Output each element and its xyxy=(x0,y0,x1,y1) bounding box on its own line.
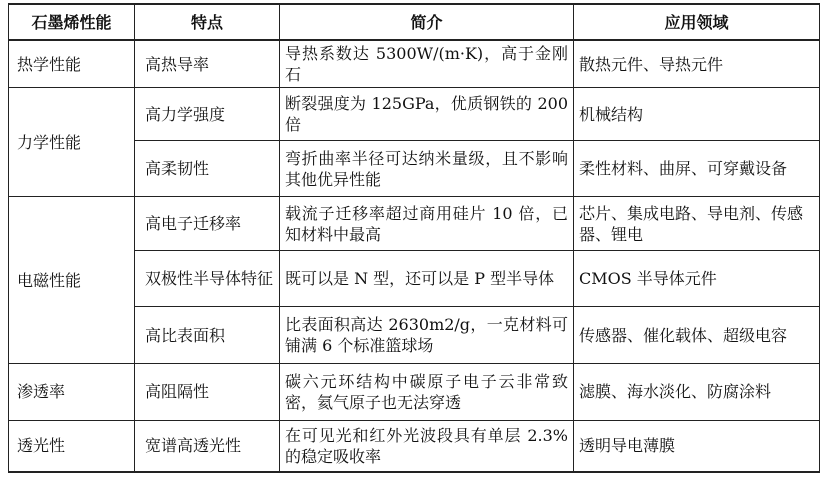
property-cell: 力学性能 xyxy=(9,88,135,197)
table-row xyxy=(9,40,820,88)
application-cell: 机械结构 xyxy=(574,88,820,141)
property-cell: 渗透率 xyxy=(9,364,135,420)
application-cell: 芯片、集成电路、导电剂、传感器、锂电 xyxy=(574,197,820,251)
property-cell: 热学性能 xyxy=(9,40,135,88)
application-cell: 透明导电薄膜 xyxy=(574,420,820,472)
header-row xyxy=(9,4,820,40)
table-row xyxy=(9,88,820,141)
feature-cell: 高电子迁移率 xyxy=(135,197,280,251)
header-property: 石墨烯性能 xyxy=(9,4,135,40)
application-cell: 柔性材料、曲屏、可穿戴设备 xyxy=(574,141,820,197)
feature-cell: 高力学强度 xyxy=(135,88,280,141)
header-feature: 特点 xyxy=(135,4,280,40)
application-cell: CMOS 半导体元件 xyxy=(574,251,820,307)
feature-cell: 高柔韧性 xyxy=(135,141,280,197)
header-application: 应用领域 xyxy=(574,4,820,40)
description-cell: 弯折曲率半径可达纳米量级，且不影响其他优异性能 xyxy=(280,141,574,197)
description-cell: 断裂强度为 125GPa，优质钢铁的 200 倍 xyxy=(280,88,574,141)
table-row xyxy=(9,364,820,420)
table-row xyxy=(9,197,820,251)
header-description: 简介 xyxy=(280,4,574,40)
feature-cell: 高阻隔性 xyxy=(135,364,280,420)
feature-cell: 宽谱高透光性 xyxy=(135,420,280,472)
description-cell: 载流子迁移率超过商用硅片 10 倍，已知材料中最高 xyxy=(280,197,574,251)
description-cell: 碳六元环结构中碳原子电子云非常致密，氦气原子也无法穿透 xyxy=(280,364,574,420)
description-cell: 导热系数达 5300W/(m·K)，高于金刚石 xyxy=(280,40,574,88)
property-cell: 透光性 xyxy=(9,420,135,472)
graphene-properties-table xyxy=(8,3,820,473)
description-cell: 既可以是 N 型，还可以是 P 型半导体 xyxy=(280,251,574,307)
application-cell: 散热元件、导热元件 xyxy=(574,40,820,88)
feature-cell: 高热导率 xyxy=(135,40,280,88)
table-row xyxy=(9,420,820,472)
feature-cell: 高比表面积 xyxy=(135,307,280,364)
feature-cell: 双极性半导体特征 xyxy=(135,251,280,307)
description-cell: 在可见光和红外光波段具有单层 2.3%的稳定吸收率 xyxy=(280,420,574,472)
application-cell: 传感器、催化载体、超级电容 xyxy=(574,307,820,364)
application-cell: 滤膜、海水淡化、防腐涂料 xyxy=(574,364,820,420)
property-cell: 电磁性能 xyxy=(9,197,135,364)
description-cell: 比表面积高达 2630m2/g，一克材料可铺满 6 个标准篮球场 xyxy=(280,307,574,364)
